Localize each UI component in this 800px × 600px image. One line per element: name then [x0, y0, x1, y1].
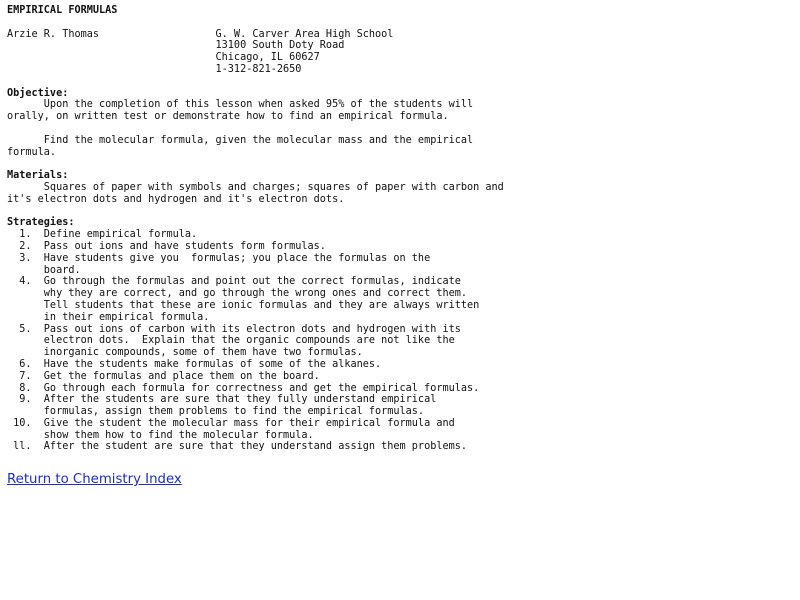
materials-heading: Materials:: [7, 170, 69, 182]
strategy-line: why they are correct, and go through the wrong ones and correct them.: [7, 288, 468, 300]
address-phone: 1-312-821-2650: [7, 63, 302, 75]
page-title: EMPIRICAL FORMULAS: [7, 5, 118, 16]
strategy-line: 2. Pass out ions and have students form formulas.: [7, 240, 326, 252]
strategy-line: show them how to find the molecular formula.: [7, 429, 314, 441]
strategy-line: in their empirical formula.: [7, 311, 210, 323]
author-line: Arzie R. Thomas G. W. Carver Area High School: [7, 28, 394, 40]
lesson-document: [7, 5, 504, 453]
strategy-line: 9. After the students are sure that they fully understand empirical: [7, 394, 437, 406]
strategy-line: 6. Have the students make formulas of some of the alkanes.: [7, 358, 382, 370]
strategy-line: electron dots. Explain that the organic compounds are not like the: [7, 335, 455, 347]
objective-heading: Objective:: [7, 87, 69, 99]
strategy-line: 10. Give the student the molecular mass for their empirical formula and: [7, 417, 455, 429]
materials-line: Squares of paper with symbols and charges; squares of paper with carbon and: [7, 181, 504, 193]
objective-line: formula.: [7, 146, 57, 158]
strategies-heading: Strategies:: [7, 217, 75, 229]
strategy-line: board.: [7, 264, 81, 276]
objective-line: Find the molecular formula, given the molecular mass and the empirical: [7, 134, 474, 146]
objective-line: Upon the completion of this lesson when asked 95% of the students will: [7, 99, 474, 111]
return-to-chemistry-index-link[interactable]: Return to Chemistry Index: [7, 472, 182, 487]
strategy-line: 8. Go through each formula for correctness and get the empirical formulas.: [7, 382, 480, 394]
strategy-line: 1. Define empirical formula.: [7, 229, 198, 241]
strategy-line: ll. After the student are sure that they understand assign them problems.: [7, 441, 468, 453]
objective-line: orally, on written test or demonstrate how to find an empirical formula.: [7, 111, 449, 123]
strategy-line: 4. Go through the formulas and point out the correct formulas, indicate: [7, 276, 461, 288]
address-street: 13100 South Doty Road: [7, 40, 345, 52]
strategy-line: 5. Pass out ions of carbon with its electron dots and hydrogen with its: [7, 323, 461, 335]
address-city: Chicago, IL 60627: [7, 52, 320, 64]
strategy-line: formulas, assign them problems to find the empirical formulas.: [7, 406, 425, 418]
strategy-line: 3. Have students give you formulas; you place the formulas on the: [7, 252, 431, 264]
strategy-line: Tell students that these are ionic formulas and they are always written: [7, 299, 480, 311]
materials-line: it's electron dots and hydrogen and it's electron dots.: [7, 193, 345, 205]
strategy-line: inorganic compounds, some of them have two formulas.: [7, 347, 363, 359]
strategy-line: 7. Get the formulas and place them on the board.: [7, 370, 320, 382]
